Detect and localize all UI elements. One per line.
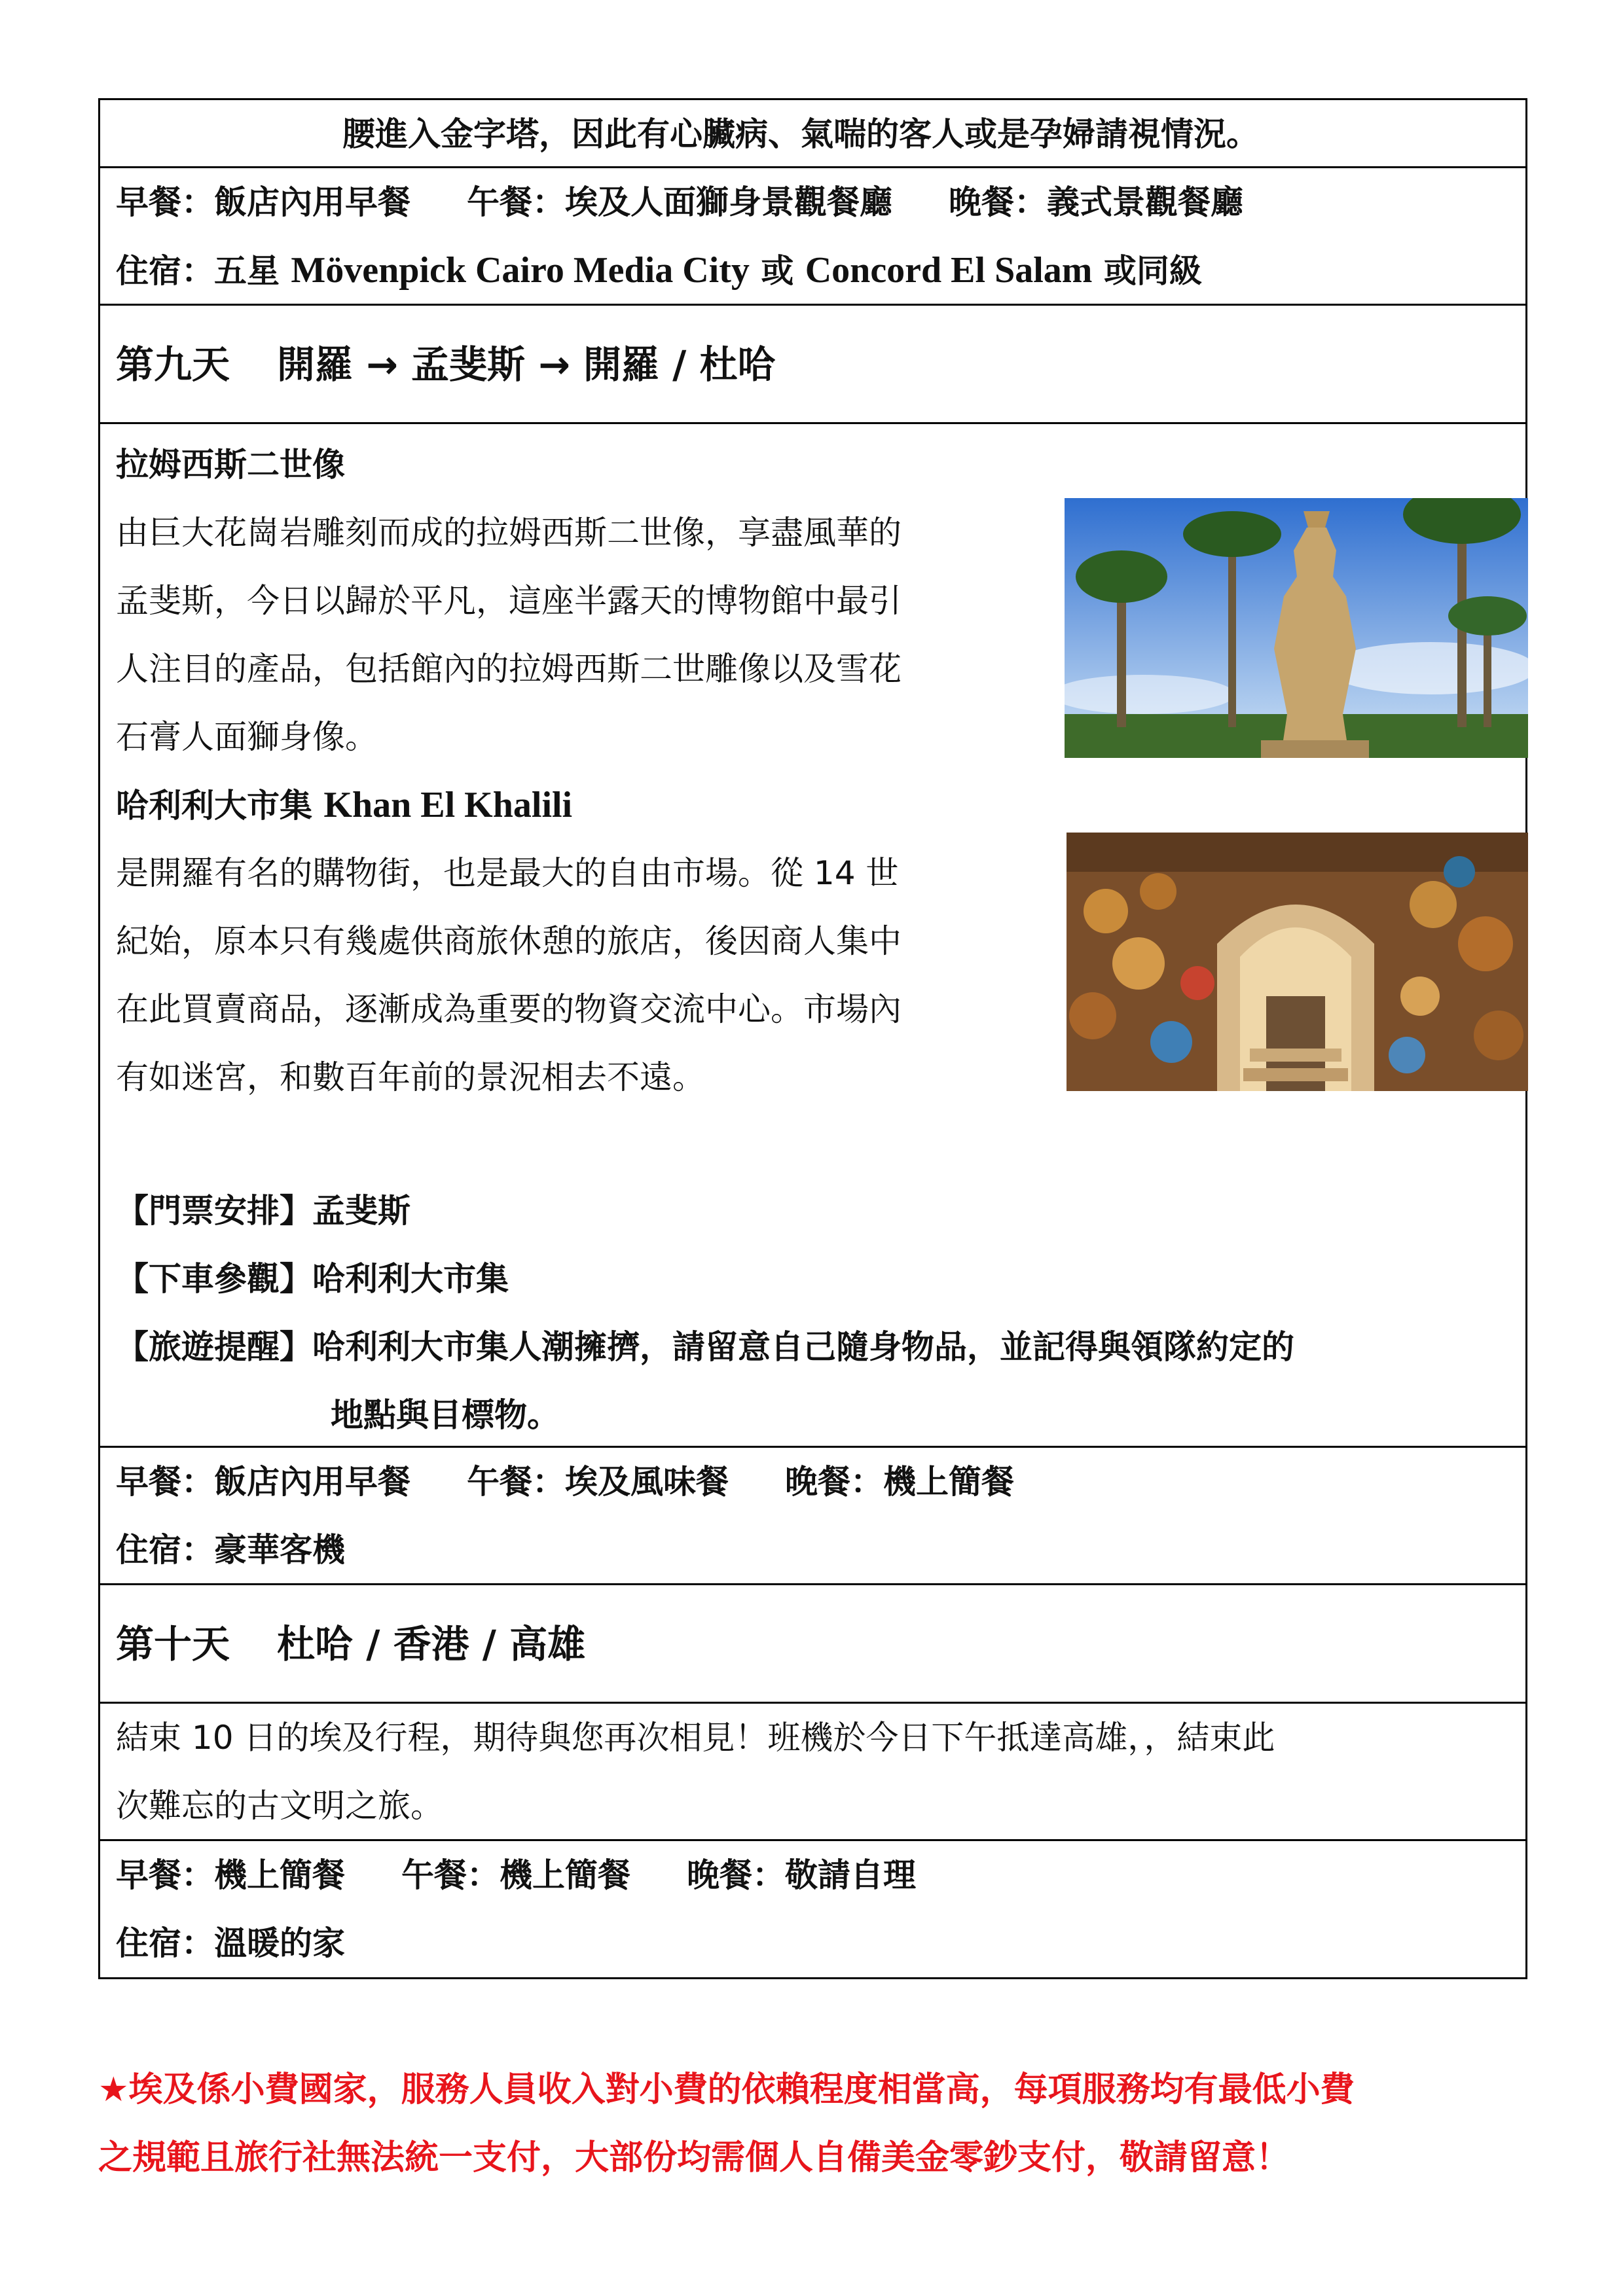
ramesses-line-4: 石膏人面獅身像。 [116, 718, 378, 756]
ramesses-title: 拉姆西斯二世像 [116, 446, 345, 484]
reminder-note [116, 1313, 1294, 1381]
day8-lunch: 午餐：埃及人面獅身景觀餐廳 [467, 183, 892, 221]
khan-title-zh: 哈利利大市集 [116, 787, 312, 825]
day9-heading [100, 306, 1525, 424]
tipping-notice-line-1: ★埃及係小費國家，服務人員收入對小費的依賴程度相當高，每項服務均有最低小費 [98, 2070, 1355, 2109]
day10-stay: 住宿：溫暖的家 [116, 1924, 345, 1962]
ramesses-statue-photo [1065, 498, 1528, 758]
reminder-line-1: 哈利利大市集人潮擁擠，請留意自己隨身物品，並記得與領隊約定的 [312, 1328, 1294, 1366]
itinerary-table [98, 98, 1527, 1979]
intro-row [100, 100, 1525, 168]
day9-stay: 住宿：豪華客機 [116, 1531, 345, 1569]
day10-desc-line-1: 結束 10 日的埃及行程，期待與您再次相見！班機於今日下午抵達高雄，，結束此 [116, 1719, 1275, 1757]
day8-hotel1: Mövenpick Cairo Media City [291, 250, 750, 291]
day9-breakfast: 早餐：飯店內用早餐 [116, 1463, 410, 1501]
day10-desc-row [100, 1704, 1525, 1841]
day10-meals-row [100, 1841, 1525, 1977]
ramesses-line-2: 孟斐斯，今日以歸於平凡，這座半露天的博物館中最引 [116, 582, 902, 620]
day8-stay-line [116, 236, 1525, 305]
day10-meals-line [116, 1841, 1525, 1909]
day8-breakfast: 早餐：飯店內用早餐 [116, 183, 410, 221]
day10-heading [100, 1585, 1525, 1704]
day9-body [100, 424, 1525, 1448]
reminder-line-2: 地點與目標物。 [331, 1396, 560, 1434]
ramesses-line-1: 由巨大花崗岩雕刻而成的拉姆西斯二世像，享盡風華的 [116, 514, 902, 552]
visit-label: 【下車參觀】 [116, 1260, 312, 1298]
khan-line-4: 有如迷宮，和數百年前的景況相去不遠。 [116, 1058, 705, 1096]
day9-route: 開羅 → 孟斐斯 → 開羅 / 杜哈 [277, 342, 776, 387]
day8-meals-line [116, 168, 1525, 236]
day8-meals-row [100, 168, 1525, 306]
ramesses-statue-illustration [1065, 498, 1528, 758]
khan-title-en: Khan El Khalili [323, 785, 573, 825]
tipping-notice-line-2: 之規範且旅行社無法統一支付，大部份均需個人自備美金零鈔支付，敬請留意！ [98, 2138, 1290, 2178]
visit-note [116, 1245, 509, 1313]
day9-title: 第九天 [116, 342, 230, 387]
khan-el-khalili-photo [1067, 833, 1528, 1091]
bazaar-illustration [1067, 833, 1528, 1091]
day8-or: 或 [761, 252, 794, 290]
day8-stay-prefix: 住宿：五星 [116, 252, 280, 290]
day8-dinner: 晚餐：義式景觀餐廳 [949, 183, 1243, 221]
khan-line-1: 是開羅有名的購物街，也是最大的自由市場。從 14 世 [116, 854, 899, 892]
day9-meals-line [116, 1448, 1525, 1516]
day10-lunch: 午餐：機上簡餐 [401, 1856, 630, 1894]
day10-title: 第十天 [116, 1622, 230, 1666]
intro-line: 腰進入金字塔，因此有心臟病、氣喘的客人或是孕婦請視情況。 [342, 115, 1259, 153]
day9-dinner: 晚餐：機上簡餐 [785, 1463, 1014, 1501]
khan-title [116, 771, 572, 840]
day10-breakfast: 早餐：機上簡餐 [116, 1856, 345, 1894]
khan-line-2: 紀始，原本只有幾處供商旅休憩的旅店，後因商人集中 [116, 922, 902, 960]
day10-desc-line-2: 次難忘的古文明之旅。 [116, 1787, 443, 1825]
ticket-label: 【門票安排】 [116, 1192, 312, 1230]
day9-lunch: 午餐：埃及風味餐 [467, 1463, 729, 1501]
day10-route: 杜哈 / 香港 / 高雄 [277, 1622, 586, 1666]
khan-line-3: 在此買賣商品，逐漸成為重要的物資交流中心。市場內 [116, 990, 902, 1028]
day8-stay-suffix: 或同級 [1103, 252, 1202, 290]
day9-meals-row [100, 1448, 1525, 1585]
day8-hotel2: Concord El Salam [805, 250, 1093, 291]
ticket-value: 孟斐斯 [312, 1192, 410, 1230]
reminder-label: 【旅遊提醒】 [116, 1328, 312, 1366]
ramesses-line-3: 人注目的產品，包括館內的拉姆西斯二世雕像以及雪花 [116, 650, 902, 688]
day10-dinner: 晚餐：敬請自理 [687, 1856, 916, 1894]
ticket-note [116, 1177, 410, 1245]
visit-value: 哈利利大市集 [312, 1260, 509, 1298]
